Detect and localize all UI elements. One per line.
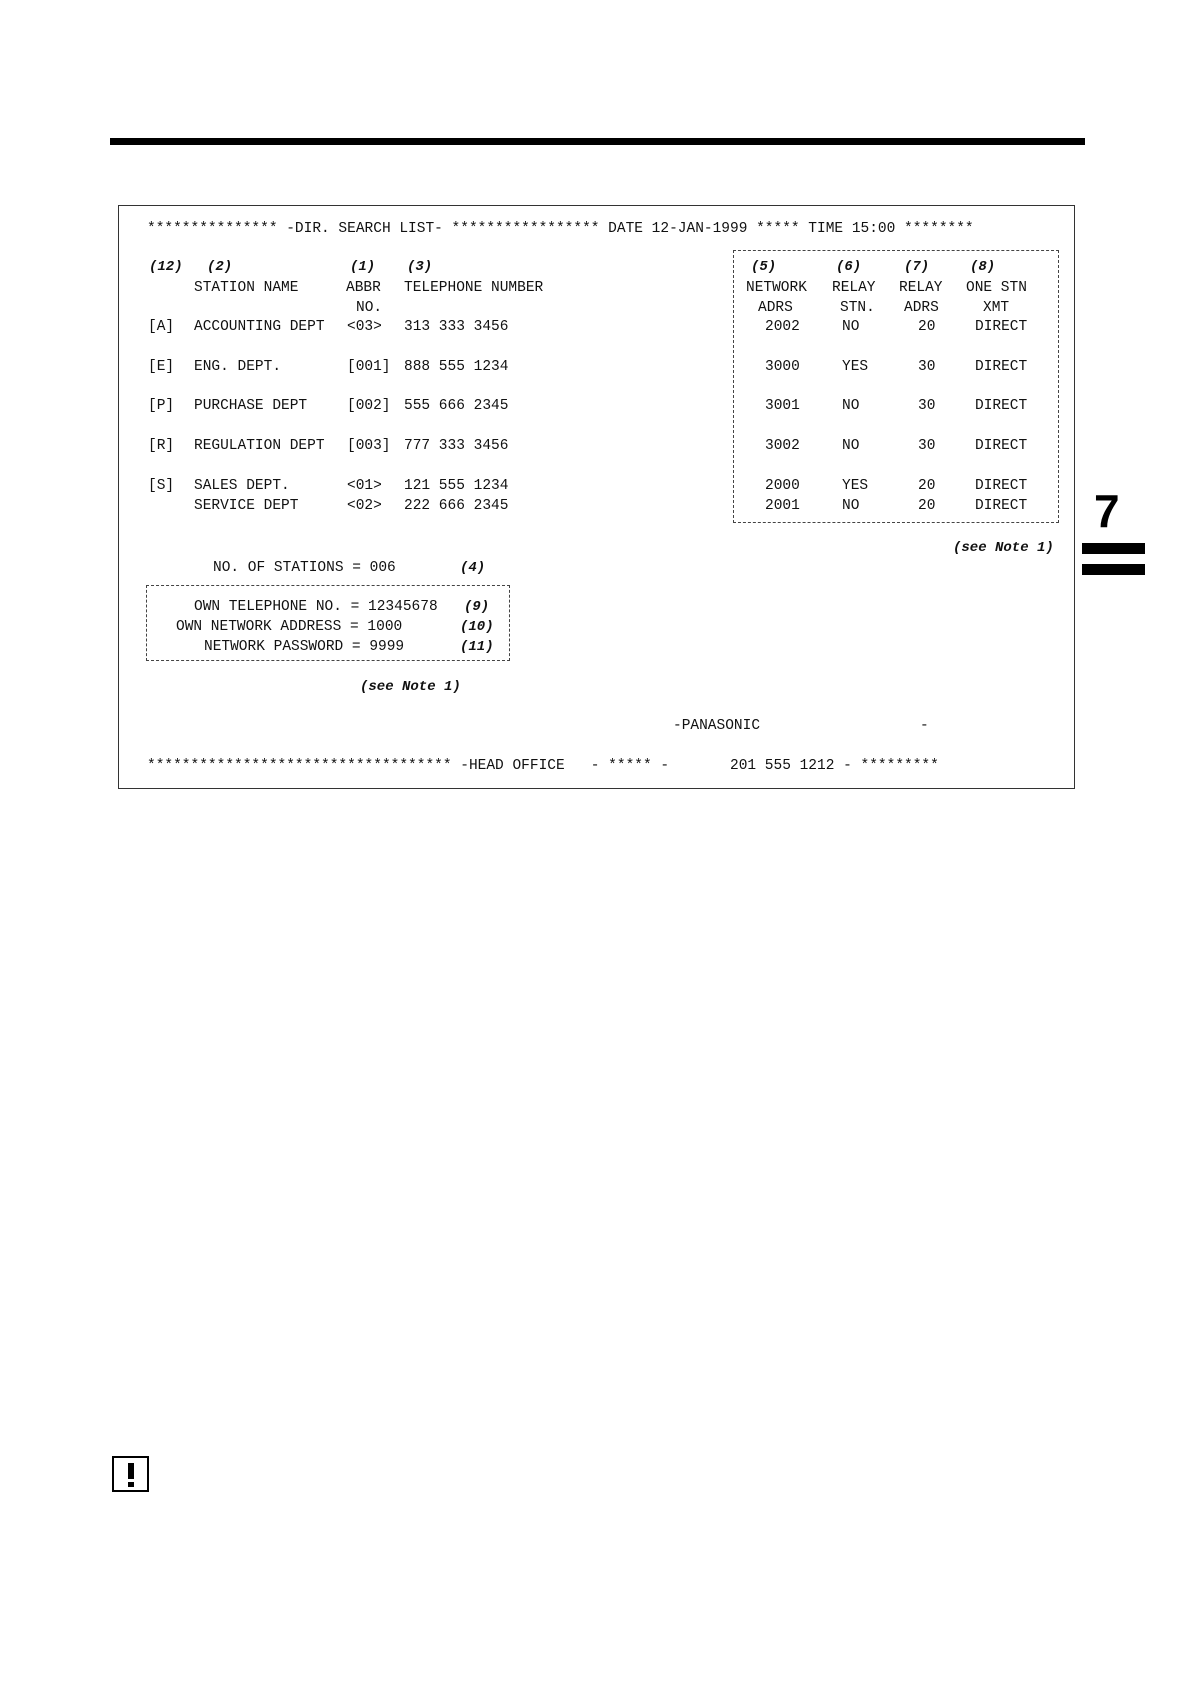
callout-9: (9)	[464, 599, 490, 615]
report-footer-line: *********************************** -HEAD OFFICE - ***** - 201 555 1212 - *********	[147, 758, 939, 774]
callout-3: (3)	[407, 259, 433, 275]
col-abbr: ABBR	[346, 280, 381, 296]
col-abbr-no: NO.	[356, 300, 383, 316]
row-network-adrs: 3000	[765, 359, 800, 375]
row-index: [R]	[148, 438, 175, 454]
row-station-name: PURCHASE DEPT	[194, 398, 308, 414]
row-telephone: 555 666 2345	[404, 398, 509, 414]
col-relay-adrs-sub: ADRS	[904, 300, 939, 316]
callout-2: (2)	[207, 259, 233, 275]
row-network-adrs: 2002	[765, 319, 800, 335]
row-network-adrs: 3002	[765, 438, 800, 454]
row-network-adrs: 2001	[765, 498, 800, 514]
row-abbr: [003]	[347, 438, 391, 454]
own-network-address: OWN NETWORK ADDRESS = 1000	[176, 619, 403, 635]
row-network-adrs: 3001	[765, 398, 800, 414]
report-header-line: *************** -DIR. SEARCH LIST- ***************** DATE 12-JAN-1999 ***** TIME 15:00 ********	[147, 221, 974, 237]
row-station-name: SERVICE DEPT	[194, 498, 299, 514]
stations-count: NO. OF STATIONS = 006	[213, 560, 396, 576]
see-note-bottom: (see Note 1)	[360, 679, 461, 695]
chapter-bar-top	[1082, 543, 1145, 554]
row-one-stn-xmt: DIRECT	[975, 319, 1028, 335]
row-one-stn-xmt: DIRECT	[975, 478, 1028, 494]
col-one-stn-xmt: XMT	[983, 300, 1010, 316]
row-station-name: SALES DEPT.	[194, 478, 290, 494]
callout-4: (4)	[460, 560, 486, 576]
row-abbr: <03>	[347, 319, 382, 335]
row-relay-stn: NO	[842, 319, 860, 335]
row-index: [A]	[148, 319, 175, 335]
row-one-stn-xmt: DIRECT	[975, 359, 1028, 375]
col-relay-stn-sub: STN.	[840, 300, 875, 316]
callout-12: (12)	[149, 259, 183, 275]
col-station-name: STATION NAME	[194, 280, 299, 296]
row-telephone: 121 555 1234	[404, 478, 509, 494]
row-relay-adrs: 20	[918, 478, 936, 494]
row-relay-adrs: 30	[918, 438, 936, 454]
row-abbr: <02>	[347, 498, 382, 514]
row-abbr: <01>	[347, 478, 382, 494]
row-station-name: ENG. DEPT.	[194, 359, 282, 375]
row-relay-stn: NO	[842, 438, 860, 454]
row-relay-adrs: 20	[918, 319, 936, 335]
row-relay-stn: YES	[842, 478, 869, 494]
row-index: [P]	[148, 398, 175, 414]
row-abbr: [001]	[347, 359, 391, 375]
callout-8: (8)	[970, 259, 996, 275]
row-station-name: ACCOUNTING DEPT	[194, 319, 325, 335]
col-telephone: TELEPHONE NUMBER	[404, 280, 544, 296]
row-telephone: 313 333 3456	[404, 319, 509, 335]
row-telephone: 888 555 1234	[404, 359, 509, 375]
row-one-stn-xmt: DIRECT	[975, 438, 1028, 454]
row-relay-adrs: 20	[918, 498, 936, 514]
top-rule	[110, 138, 1085, 145]
col-relay-adrs: RELAY	[899, 280, 943, 296]
row-relay-stn: NO	[842, 398, 860, 414]
note-exclamation-icon	[112, 1456, 149, 1492]
row-one-stn-xmt: DIRECT	[975, 398, 1028, 414]
chapter-bar-bottom	[1082, 564, 1145, 575]
row-station-name: REGULATION DEPT	[194, 438, 325, 454]
row-relay-adrs: 30	[918, 398, 936, 414]
col-relay-stn: RELAY	[832, 280, 876, 296]
see-note-right: (see Note 1)	[953, 540, 1054, 556]
row-one-stn-xmt: DIRECT	[975, 498, 1028, 514]
col-network: NETWORK	[746, 280, 807, 296]
row-telephone: 222 666 2345	[404, 498, 509, 514]
row-index: [E]	[148, 359, 175, 375]
row-relay-stn: NO	[842, 498, 860, 514]
callout-6: (6)	[836, 259, 862, 275]
row-telephone: 777 333 3456	[404, 438, 509, 454]
callout-5: (5)	[751, 259, 777, 275]
col-network-adrs: ADRS	[758, 300, 793, 316]
callout-11: (11)	[460, 639, 494, 655]
row-abbr: [002]	[347, 398, 391, 414]
chapter-number: 7	[1094, 485, 1120, 537]
panasonic-dash: -	[920, 718, 929, 734]
callout-10: (10)	[460, 619, 494, 635]
row-relay-adrs: 30	[918, 359, 936, 375]
own-telephone: OWN TELEPHONE NO. = 12345678	[194, 599, 438, 615]
network-columns-box	[733, 250, 1059, 523]
row-index: [S]	[148, 478, 175, 494]
row-network-adrs: 2000	[765, 478, 800, 494]
network-password: NETWORK PASSWORD = 9999	[204, 639, 405, 655]
row-relay-stn: YES	[842, 359, 869, 375]
col-one-stn: ONE STN	[966, 280, 1027, 296]
callout-7: (7)	[904, 259, 930, 275]
panasonic-label: -PANASONIC	[673, 718, 761, 734]
callout-1: (1)	[350, 259, 376, 275]
